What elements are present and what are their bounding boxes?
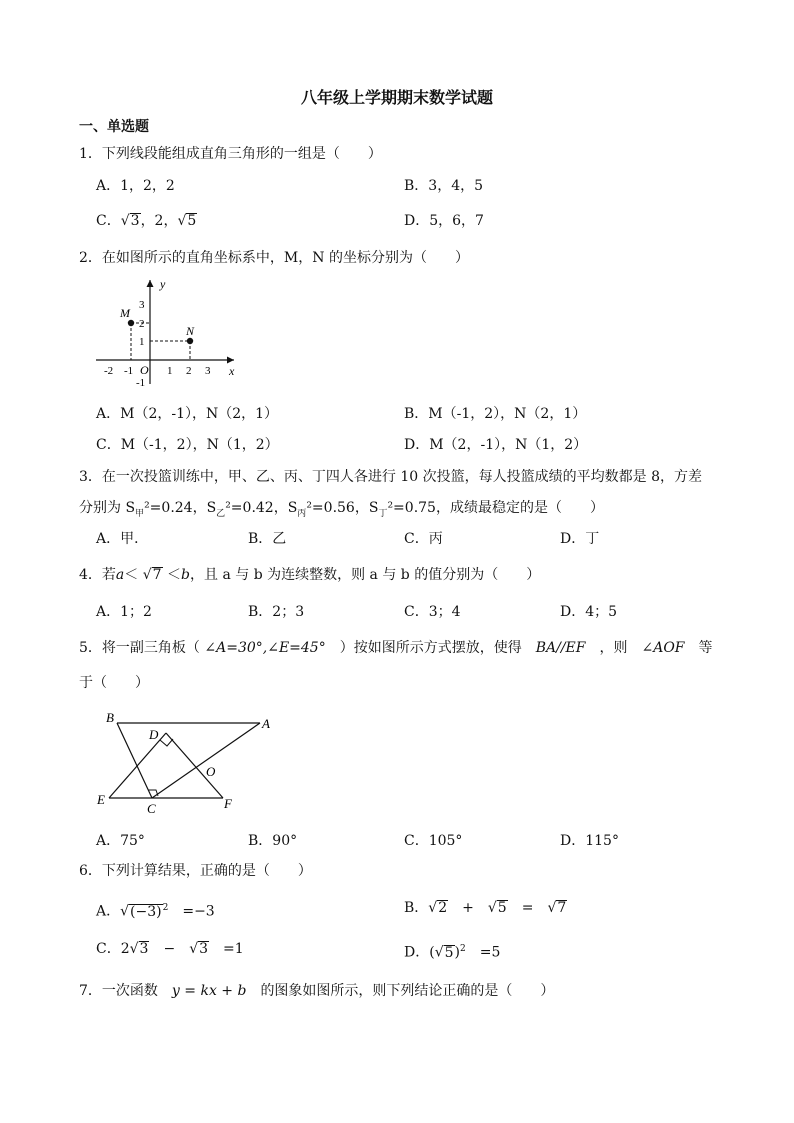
vertex-d: D (149, 727, 159, 742)
point-m (128, 320, 134, 326)
y-tick-label: -1 (136, 377, 146, 389)
q5-text: ）按如图所示方式摆放，使得 (339, 640, 522, 656)
q2-option-c: C．M（-1，2），N（1，2） (96, 437, 279, 453)
q5-angle: ∠AOF (641, 640, 685, 656)
point-o: O (206, 764, 216, 779)
q6-c-root1: 3 (139, 941, 149, 957)
x-tick-label: -2 (104, 365, 114, 377)
y-tick-label: 2 (139, 318, 145, 330)
q5-text: ，则 (599, 640, 628, 656)
q1-c-root1: 3 (130, 213, 140, 229)
q3-option-c: C．丙 (404, 531, 443, 547)
q4-root: 7 (152, 567, 162, 583)
q3-sub: 丁 (378, 508, 388, 519)
q3-option-b: B．乙 (248, 531, 287, 547)
question-5-line1 (79, 639, 713, 657)
question-7-stem (79, 982, 554, 1000)
q1-option-a: A．1，2，2 (96, 178, 175, 194)
triangle-figure (92, 706, 282, 820)
q6-c-label: C．2 (96, 941, 130, 957)
q6-a-label: A． (96, 903, 121, 920)
question-3-line1: 3．在一次投篮训练中，甲、乙、丙、丁四人各进行 10 次投篮，每人投篮成绩的平均数都是 8，方差 (79, 469, 702, 485)
question-5-line2: 于（ ） (79, 675, 149, 691)
right-angle-d (160, 739, 173, 746)
q4-text: ＜ (124, 567, 143, 583)
q6-option-c: C．2√3 − √3 =1 (96, 941, 244, 957)
vertex-a: A (262, 716, 270, 731)
point-n (187, 338, 193, 344)
q6-d-exponent: 2 (460, 944, 466, 954)
q6-b-root3: 7 (557, 900, 567, 916)
q6-c-minus: − (163, 941, 176, 957)
n-label: N (186, 324, 195, 338)
q5-option-b: B．90° (248, 833, 298, 849)
q3-sub: 甲 (135, 508, 145, 519)
x-tick-label: 2 (186, 365, 192, 377)
q6-b-plus: + (462, 900, 474, 916)
q2-option-d: D．M（2，-1），N（1，2） (404, 437, 588, 453)
q3-sub: 乙 (216, 508, 226, 519)
x-tick-label: 3 (205, 365, 211, 377)
question-6-stem: 6．下列计算结果，正确的是（ ） (79, 863, 312, 879)
question-1-stem: 1．下列线段能组成直角三角形的一组是（ ） (79, 146, 382, 162)
q6-option-a: A．$√(-3)^2$ =−3 (96, 903, 215, 920)
q4-text: ＜ (162, 567, 182, 583)
y-tick-label: 3 (139, 299, 145, 311)
q3-text: 分别为 S (79, 500, 136, 516)
q5-condition: ∠A=30°,∠E=45° (204, 640, 326, 656)
q5-text: 等 (698, 640, 713, 656)
q1-option-c: C．√3，2，√5 (96, 213, 197, 229)
q6-b-root1: 2 (438, 900, 448, 916)
y-tick-label: 1 (139, 336, 145, 348)
q6-c-root2: 3 (199, 941, 209, 957)
q6-option-b: B．√2 + √5 = √7 (404, 900, 567, 916)
q6-b-label: B． (404, 900, 429, 916)
q4-option-d: D．4；5 (560, 604, 618, 620)
q3-text: ²=0.75，成绩最稳定的是（ ） (387, 500, 604, 516)
q3-text: ²=0.24，S (144, 500, 217, 516)
vertex-b: B (106, 710, 114, 725)
q6-d-root: 5 (444, 944, 454, 961)
q1-c-label: C． (96, 213, 121, 229)
q5-option-d: D．115° (560, 833, 619, 849)
question-4-stem: 4．若a＜ √7 ＜b，且 a 与 b 为连续整数，则 a 与 b 的值分别为（ ） (79, 567, 541, 583)
segment-ca (152, 723, 260, 798)
q1-option-d: D．5，6，7 (404, 213, 484, 229)
q6-d-label: D．( (404, 944, 435, 961)
q6-b-root2: 5 (497, 900, 507, 916)
x-tick-label: -1 (124, 365, 134, 377)
q4-var-b: b (181, 567, 190, 583)
q4-var-a: a (115, 567, 125, 583)
q6-d-paren: ) (454, 944, 460, 961)
q1-c-mid: ，2， (140, 213, 178, 229)
question-3-line2 (79, 499, 604, 523)
x-tick-label: 1 (167, 365, 173, 377)
coordinate-graph (92, 274, 242, 390)
q5-parallel: BA//EF (535, 640, 586, 656)
q5-option-a: A．75° (96, 833, 145, 849)
q5-text: 5．将一副三角板（ (79, 640, 200, 656)
q5-option-c: C．105° (404, 833, 463, 849)
q6-a-exponent: 2 (162, 903, 169, 913)
q3-sub: 丙 (297, 508, 307, 519)
q7-text: 7．一次函数 (79, 983, 158, 999)
q6-b-equals: = (521, 900, 534, 916)
vertex-e: E (97, 792, 105, 807)
q3-option-d: D．丁 (560, 531, 600, 547)
segment-ed (109, 733, 166, 798)
m-label: M (120, 306, 130, 320)
q6-option-d: D．$(√5)^2$ =5 (404, 944, 501, 961)
q4-text: 4．若 (79, 567, 116, 583)
vertex-f: F (224, 796, 232, 811)
q1-option-b: B．3，4，5 (404, 178, 484, 194)
question-2-stem: 2．在如图所示的直角坐标系中，M，N 的坐标分别为（ ） (79, 250, 469, 266)
q7-text: 的图象如图所示，则下列结论正确的是（ ） (260, 983, 555, 999)
q6-a-radicand: (−3) (130, 903, 162, 920)
q1-c-root2: 5 (187, 213, 197, 229)
q4-text: ，且 a 与 b 为连续整数，则 a 与 b 的值分别为（ ） (190, 567, 541, 583)
q6-a-result: =−3 (182, 903, 215, 920)
vertex-c: C (147, 801, 156, 816)
q3-text: ²=0.56，S (306, 500, 379, 516)
q4-option-a: A．1；2 (96, 604, 152, 620)
q3-option-a: A．甲． (96, 531, 149, 547)
q6-d-result: =5 (479, 944, 501, 961)
q2-option-b: B．M（-1，2），N（2，1） (404, 406, 587, 422)
page-title: 八年级上学期期末数学试题 (300, 88, 493, 107)
q3-text: ²=0.42，S (225, 500, 298, 516)
origin-label: O (140, 363, 149, 377)
segment-bc (117, 723, 152, 798)
q6-c-result: =1 (223, 941, 244, 957)
q4-option-c: C．3；4 (404, 604, 461, 620)
y-axis-label: y (160, 277, 166, 291)
q2-option-a: A．M（2，-1），N（2，1） (96, 406, 279, 422)
q4-option-b: B．2；3 (248, 604, 305, 620)
q7-function: y = kx + b (171, 983, 247, 999)
x-axis-label: x (229, 364, 235, 378)
section-heading: 一、单选题 (79, 119, 149, 135)
